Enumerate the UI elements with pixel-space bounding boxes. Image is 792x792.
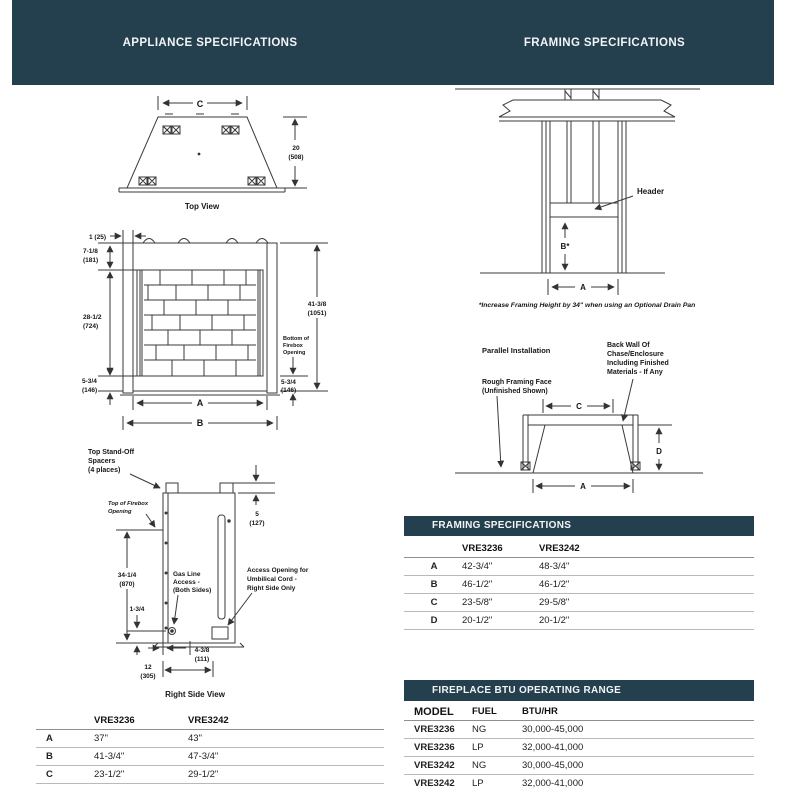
col-vre3236: VRE3236 <box>86 712 180 730</box>
dim-top-mm: (181) <box>83 257 99 264</box>
dim-34-in: 34-1/4 <box>117 572 137 579</box>
dim-12-in: 12 <box>144 664 152 671</box>
svg-text:(Both Sides): (Both Sides) <box>173 587 212 594</box>
svg-text:Access -: Access - <box>173 579 200 586</box>
framing-table-title-bar <box>404 516 754 536</box>
table-row: VRE3242 NG 30,000-45,000 <box>404 757 754 775</box>
svg-text:Chase/Enclosure: Chase/Enclosure <box>607 351 664 358</box>
top-view-drawing <box>95 90 335 215</box>
dim-438-in: 4-3/8 <box>194 647 210 654</box>
svg-text:Spacers: Spacers <box>88 458 116 465</box>
framing-specifications-table <box>404 540 754 630</box>
dim-depth-mm: (508) <box>288 154 304 161</box>
dim-flange: 1 (25) <box>89 234 106 241</box>
dim-top-in: 7-1/8 <box>83 248 98 255</box>
dim-134: 1-3/4 <box>129 606 145 613</box>
table-row: VRE3236 LP 32,000-41,000 <box>404 739 754 757</box>
col-vre3242: VRE3242 <box>531 540 754 558</box>
appliance-specifications-title: APPLIANCE SPECIFICATIONS <box>122 37 298 49</box>
dim-label-a: A <box>580 482 586 491</box>
col-model: MODEL <box>404 703 472 721</box>
right-side-view-drawing <box>80 443 325 705</box>
col-fuel: FUEL <box>472 703 522 721</box>
vent-openings <box>139 126 265 185</box>
col-vre3236: VRE3236 <box>454 540 531 558</box>
framing-diagram <box>435 86 765 316</box>
dim-5-in: 5 <box>255 511 259 518</box>
btu-table-title: FIREPLACE BTU OPERATING RANGE <box>432 685 622 696</box>
bottom-of-firebox-note: Bottom of <box>283 336 309 342</box>
btu-table-title-bar <box>404 680 754 701</box>
dim-label-d: D <box>656 447 662 456</box>
col-vre3242: VRE3242 <box>180 712 384 730</box>
dim-botright-mm: (146) <box>281 387 297 394</box>
right-side-view-caption: Right Side View <box>165 690 225 699</box>
dim-label-a: A <box>196 398 204 408</box>
dim-depth-in: 20 <box>292 145 300 152</box>
table-row: C 23-5/8" 29-5/8" <box>404 594 754 612</box>
front-view-drawing <box>80 218 345 446</box>
svg-text:(4 places): (4 places) <box>88 467 121 474</box>
framing-table-title: FRAMING SPECIFICATIONS <box>432 520 572 531</box>
dim-botright-in: 5-3/4 <box>281 379 296 386</box>
table-row: C 23-1/2" 29-1/2" <box>36 766 384 784</box>
dim-5-mm: (127) <box>249 520 265 527</box>
dim-botleft-mm: (146) <box>82 387 98 394</box>
table-header-row <box>404 703 754 721</box>
top-of-firebox-label: Top of Firebox <box>108 501 149 507</box>
svg-text:Including Finished: Including Finished <box>607 360 669 367</box>
drain-pan-note: *Increase Framing Height by 34" when using an Optional Drain Pan <box>478 302 696 309</box>
svg-text:Opening: Opening <box>283 350 306 356</box>
dim-label-c: C <box>576 402 582 411</box>
table-row: A 37" 43" <box>36 730 384 748</box>
table-row: VRE3236 NG 30,000-45,000 <box>404 721 754 739</box>
gas-line-access-label: Gas Line <box>173 571 201 578</box>
standoff-spacers-label: Top Stand-Off <box>88 449 135 456</box>
framing-specifications-title: FRAMING SPECIFICATIONS <box>523 37 686 49</box>
top-view-caption: Top View <box>184 202 220 211</box>
dim-label-c: C <box>196 99 204 109</box>
dim-mid-mm: (724) <box>83 323 99 330</box>
back-wall-label: Back Wall Of <box>607 342 650 349</box>
parallel-installation-title: Parallel Installation <box>482 346 551 355</box>
svg-text:Materials - If Any: Materials - If Any <box>607 369 663 376</box>
table-row: B 46-1/2" 46-1/2" <box>404 576 754 594</box>
table-row: A 42-3/4" 48-3/4" <box>404 558 754 576</box>
svg-text:Firebox: Firebox <box>283 343 303 349</box>
dim-label-b: B <box>196 418 204 428</box>
table-row: B 41-3/4" 47-3/4" <box>36 748 384 766</box>
col-btu: BTU/HR <box>522 703 754 721</box>
dim-label-a: A <box>580 283 586 292</box>
svg-text:Right Side Only: Right Side Only <box>247 585 296 592</box>
dim-438-mm: (111) <box>194 656 210 663</box>
dim-label-b-star: B* <box>560 242 570 251</box>
dim-34-mm: (870) <box>119 581 135 588</box>
dim-height-in: 41-3/8 <box>307 301 327 308</box>
rough-framing-label: Rough Framing Face <box>482 379 552 386</box>
svg-text:Umbilical Cord -: Umbilical Cord - <box>247 576 297 583</box>
dim-botleft-in: 5-3/4 <box>82 378 97 385</box>
parallel-installation-diagram <box>435 333 765 505</box>
header-label: Header <box>637 187 665 196</box>
table-header-row <box>404 540 754 558</box>
dim-height-mm: (1051) <box>307 310 327 317</box>
dim-12-mm: (305) <box>140 673 156 680</box>
btu-operating-range-table <box>404 703 754 792</box>
table-row: VRE3242 LP 32,000-41,000 <box>404 775 754 792</box>
header-bar <box>12 0 774 85</box>
table-header-row <box>36 712 384 730</box>
svg-text:(Unfinished Shown): (Unfinished Shown) <box>482 388 548 395</box>
appliance-dimensions-table <box>36 712 384 784</box>
umbilical-access-label: Access Opening for <box>247 567 309 574</box>
dim-mid-in: 28-1/2 <box>83 314 102 321</box>
svg-text:Opening: Opening <box>108 509 132 515</box>
table-row: D 20-1/2" 20-1/2" <box>404 612 754 630</box>
